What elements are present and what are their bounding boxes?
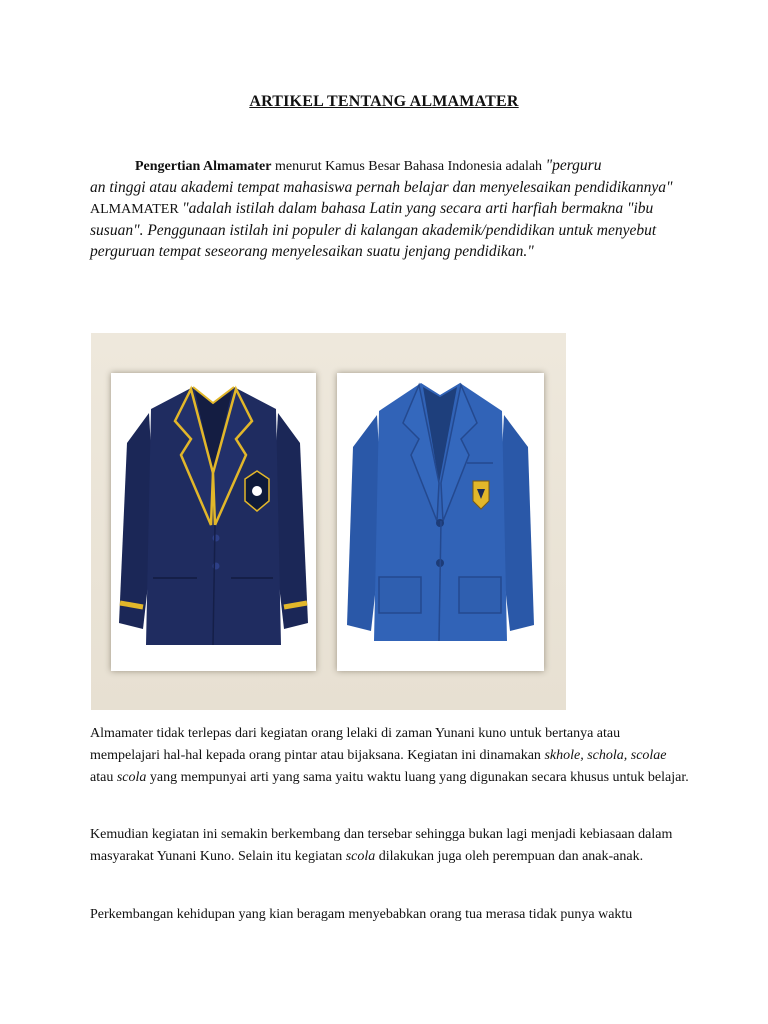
navy-blazer-image [111,373,316,671]
page-title: ARTIKEL TENTANG ALMAMATER [249,93,519,110]
latin-definition [90,198,690,262]
paragraph-1 [90,723,690,789]
paragraph-2 [90,824,690,868]
almamater-label: ALMAMATER [90,202,183,217]
intro-lead: menurut Kamus Besar Bahasa Indonesia adalah [271,159,546,174]
blazer-photo [91,333,566,710]
kbbi-quote-rest: an tinggi atau akademi tempat mahasiswa pernah belajar dan menyelesaikan pendidikannya" [90,179,673,196]
navy-blazer-panel [111,373,316,671]
p1-text-b: atau [90,770,117,785]
latin-quote: "adalah istilah dalam bahasa Latin yang secara arti harfiah bermakna "ibu susuan". Penggunaan istilah ini populer di kalangan akademik/pendidikan untuk menyebut perguruan tempat seseorang menyelesaikan suatu jenjang pendidikan." [90,200,657,260]
intro-term: Pengertian Almamater [135,159,272,174]
p1-term-scola: scola [116,770,147,785]
p2-term-scola: scola [345,849,376,864]
blue-blazer-panel [337,373,544,671]
paragraph-3: Perkembangan kehidupan yang kian beragam menyebabkan orang tua merasa tidak punya waktu [90,907,633,922]
kbbi-quote-start: "perguru [545,157,602,174]
p2-text-b: dilakukan juga oleh perempuan dan anak-anak. [375,849,644,864]
blue-blazer-image [337,373,544,671]
p2-text-a: Kemudian kegiatan ini semakin berkembang dan tersebar sehingga bukan lagi menjadi kebiasaan dalam masyarakat Yunani Kuno. Selain itu kegiatan [90,827,673,864]
p1-terms: skhole, schola, scolae [544,748,667,763]
intro-paragraph [90,156,690,262]
p1-text-c: yang mempunyai arti yang sama yaitu waktu luang yang digunakan secara khusus untuk belajar. [146,770,689,785]
p1-text-a: Almamater tidak terlepas dari kegiatan orang lelaki di zaman Yunani kuno untuk bertanya atau mempelajari hal-hal kepada orang pintar atau bijaksana. Kegiatan ini dinamakan [90,726,621,763]
intro-first-line [90,156,690,177]
